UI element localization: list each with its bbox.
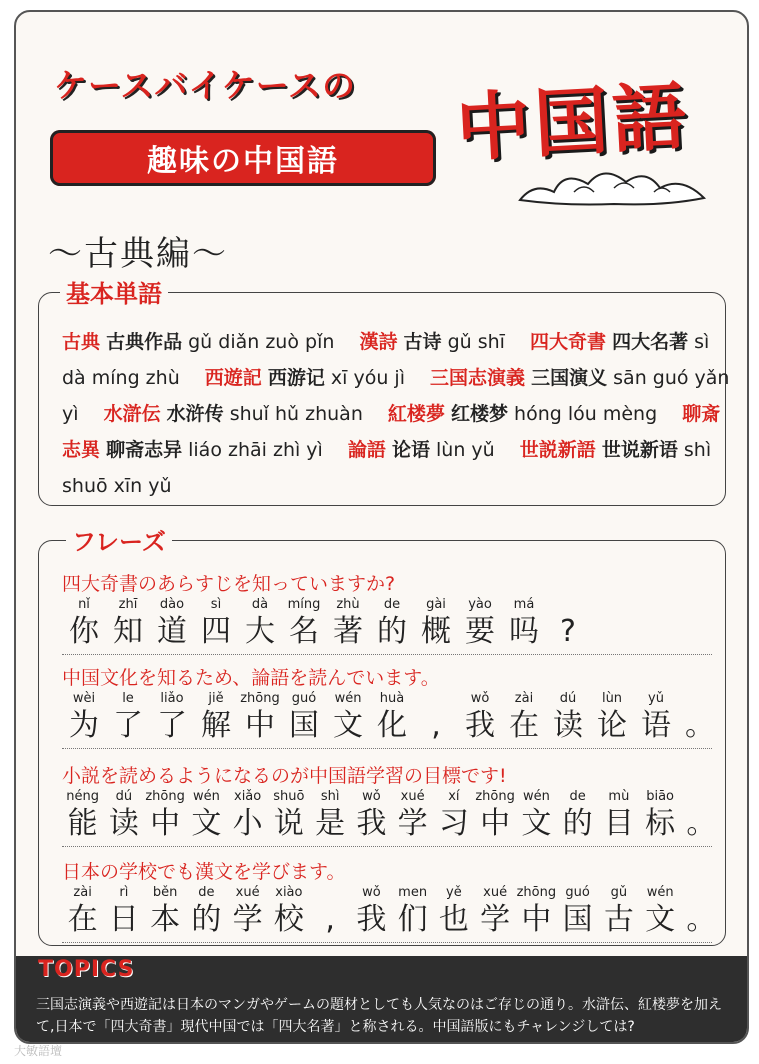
char-hanzi: 知 [113,614,143,649]
vocab-jp: 世説新語 [519,439,596,461]
char-hanzi: 我 [356,902,387,937]
char-hanzi: 学 [232,902,263,937]
vocab-pinyin: shuǐ hǔ zhuàn [229,403,363,425]
char-pinyin [546,596,590,614]
phrase-char [326,690,370,744]
char-pinyin: má [513,597,535,612]
char-pinyin: wǒ [470,691,490,706]
phrase-char [194,596,238,650]
vocab-pinyin: gǔ shī [447,331,505,353]
phrase-char [103,884,144,938]
phrase-char [62,788,103,842]
char-hanzi: 。 [685,708,715,743]
char-pinyin: míng [287,597,321,612]
char-hanzi: 本 [150,902,181,937]
char-pinyin: sì [210,597,222,612]
char-pinyin: dà [251,597,269,612]
vocab-cn: 三国演义 [531,367,608,389]
char-hanzi: 吗 [509,614,539,649]
phrase-char [238,690,282,744]
phrase-char [145,788,186,842]
vocab-item [62,331,334,353]
phrase-char [268,788,309,842]
vocab-cn: 西游记 [267,367,325,389]
phrase-char [458,690,502,744]
vocab-pinyin: hóng lóu mèng [514,403,658,425]
phrase-row [62,690,722,744]
char-pinyin [414,690,458,708]
char-pinyin: de [383,597,401,612]
phrase-char [268,884,309,938]
phrase-char [502,596,546,650]
phrase-char [414,596,458,650]
char-pinyin: guó [565,885,590,900]
phrase-char [282,690,326,744]
char-pinyin: yào [468,597,492,612]
char-hanzi: 标 [645,806,676,841]
char-pinyin: wén [522,789,550,804]
char-hanzi: 了 [157,708,187,743]
char-hanzi: 大 [245,614,275,649]
char-pinyin [678,690,722,708]
vocab-item [388,403,657,425]
series-title: ケースバイケースの [54,66,357,105]
topics-title: TOPICS [38,957,135,982]
vocab-jp: 三国志演義 [430,367,526,389]
phrase-char [433,884,474,938]
vocab-cn: 古诗 [403,331,442,353]
phrase-char [238,596,282,650]
vocab-cn: 聊斋志异 [106,439,183,461]
vocab-item [104,403,363,425]
phrase-char [598,884,639,938]
phrase-char [227,788,268,842]
phrase-char [516,788,557,842]
vocab-cn: 古典作品 [106,331,183,353]
topics-text: 三国志演義や西遊記は日本のマンガやゲームの題材としても人気なのはご存じの通り。水滸伝、紅楼夢を加えて,日本で「四大奇書」現代中国では「四大名著」と称される。中国語版にもチャレンジしては? [36,997,722,1035]
char-pinyin: wén [646,885,674,900]
vocab-jp: 漢詩 [359,331,398,353]
char-pinyin: dú [559,691,577,706]
vocab-cn: 四大名著 [612,331,689,353]
char-pinyin: huà [379,691,405,706]
char-hanzi: 目 [603,806,634,841]
cloud-icon [514,162,714,208]
char-pinyin: shuō [273,789,305,804]
dotted-divider [62,942,712,943]
vocab-pinyin: gǔ diǎn zuò pǐn [188,331,335,353]
phrase-row [62,788,722,842]
subtitle-banner: 趣味の中国語 [50,130,436,186]
phrase-row [62,884,722,938]
char-pinyin: wén [334,691,362,706]
phrase-char [106,596,150,650]
vocab-jp: 西遊記 [204,367,262,389]
char-pinyin: yě [446,885,462,900]
char-pinyin: wǒ [362,885,381,900]
phrase-char [590,690,634,744]
char-hanzi: 。 [686,902,717,937]
char-hanzi: 是 [315,806,346,841]
phrase-char [414,690,458,744]
char-hanzi: 文 [645,902,676,937]
char-hanzi: 文 [333,708,363,743]
char-hanzi: 我 [356,806,387,841]
char-hanzi: 校 [273,902,304,937]
char-hanzi: 小 [232,806,263,841]
vocab-pinyin: lùn yǔ [436,439,495,461]
phrase-char [681,788,722,842]
char-pinyin: zài [514,691,534,706]
lesson-card [14,10,749,1044]
char-hanzi: 中 [245,708,275,743]
phrase-char [392,884,433,938]
vocab-pinyin: liáo zhāi zhì yì [188,439,323,461]
vocab-jp: 論語 [347,439,386,461]
char-pinyin: dào [159,597,185,612]
phrase-block [62,666,722,749]
char-hanzi: 学 [480,902,511,937]
char-pinyin: wèi [72,691,96,706]
char-hanzi: 要 [465,614,495,649]
phrase-char [516,884,557,938]
char-hanzi: 在 [509,708,539,743]
char-pinyin: zài [73,885,92,900]
char-pinyin: xué [483,885,508,900]
phrase-char [150,690,194,744]
phrase-char [62,884,103,938]
char-hanzi: ? [560,614,576,649]
phrase-char [282,596,326,650]
char-pinyin: xí [448,789,460,804]
char-hanzi: 们 [397,902,428,937]
char-pinyin: nǐ [78,597,90,612]
char-pinyin: gǔ [610,885,628,900]
vocab-jp: 水滸伝 [103,403,161,425]
char-pinyin: wǒ [362,789,381,804]
phrase-char [433,788,474,842]
phrase-char [557,788,598,842]
char-hanzi: 我 [465,708,495,743]
phrase-jp: 小説を読めるようになるのが中国語学習の目標です! [62,765,507,787]
char-pinyin: zhōng [475,789,515,804]
char-hanzi: 学 [397,806,428,841]
char-pinyin: zhōng [240,691,280,706]
char-hanzi: 化 [377,708,407,743]
vocab-cn: 红楼梦 [450,403,508,425]
phrase-char [227,884,268,938]
char-hanzi: 著 [333,614,363,649]
char-hanzi: 读 [553,708,583,743]
section-title: 〜古典編〜 [48,234,228,274]
char-pinyin: gài [426,597,446,612]
vocab-cn: 水浒传 [166,403,224,425]
char-hanzi: 的 [562,806,593,841]
char-pinyin: rì [119,885,129,900]
vocab-cn: 世说新语 [601,439,678,461]
phrase-char [392,788,433,842]
phrase-char [370,596,414,650]
phrase-label: フレーズ [66,522,172,557]
phrase-char [194,690,238,744]
vocab-item [205,367,405,389]
char-pinyin: mù [608,789,630,804]
phrase-char [598,788,639,842]
char-pinyin: de [198,885,215,900]
vocab-pinyin: sān guó yǎn yì [62,367,730,425]
char-hanzi: 道 [157,614,187,649]
char-pinyin: jiě [208,691,224,706]
char-pinyin: xiǎo [234,789,262,804]
phrase-char [458,596,502,650]
char-hanzi: 也 [438,902,469,937]
char-hanzi: 名 [289,614,319,649]
char-hanzi: 你 [69,614,99,649]
char-pinyin: yǔ [648,691,664,706]
char-pinyin: xiào [275,885,303,900]
phrase-char [145,884,186,938]
char-hanzi: 解 [201,708,231,743]
dotted-divider [62,846,712,847]
vocab-list [62,324,734,504]
char-hanzi: 四 [201,614,231,649]
phrase-char [502,690,546,744]
char-hanzi: 习 [438,806,469,841]
char-pinyin: zhù [336,597,360,612]
char-pinyin: néng [66,789,99,804]
char-pinyin: dú [115,789,133,804]
phrase-char [62,690,106,744]
phrase-char [475,788,516,842]
char-hanzi: 的 [377,614,407,649]
char-hanzi: 中 [150,806,181,841]
vocab-label: 基本単語 [60,274,168,309]
char-hanzi: 。 [686,806,717,841]
char-hanzi: 中 [521,902,552,937]
big-title: 中国語 [454,73,693,173]
phrase-char [326,596,370,650]
phrase-char [62,596,106,650]
phrase-row [62,596,722,650]
phrase-char [351,884,392,938]
char-hanzi: 能 [67,806,98,841]
dotted-divider [62,654,712,655]
char-hanzi: 中 [480,806,511,841]
vocab-cn: 论语 [391,439,430,461]
phrase-char [186,788,227,842]
char-pinyin [681,884,722,902]
char-pinyin [310,884,351,902]
char-pinyin: le [122,691,134,706]
char-hanzi: 日 [108,902,139,937]
vocab-jp: 四大奇書 [530,331,607,353]
phrase-jp: 中国文化を知るため、論語を読んでいます。 [62,667,440,689]
char-hanzi: 的 [191,902,222,937]
char-pinyin: biāo [646,789,675,804]
char-hanzi: 文 [521,806,552,841]
vocab-pinyin: sì dà míng zhù [62,331,710,389]
phrase-char [150,596,194,650]
char-hanzi: , [431,708,441,743]
vocab-pinyin: xī yóu jì [330,367,405,389]
char-hanzi: 在 [67,902,98,937]
char-hanzi: , [325,902,335,937]
char-hanzi: 为 [69,708,99,743]
phrase-block [62,764,722,847]
vocab-item [348,439,495,461]
phrase-char [186,884,227,938]
char-pinyin: běn [152,885,178,900]
vocab-jp: 聊斎志異 [62,403,721,461]
char-pinyin: zhī [118,597,138,612]
phrase-block [62,572,722,655]
char-hanzi: 概 [421,614,451,649]
char-pinyin: xué [235,885,260,900]
char-hanzi: 国 [289,708,319,743]
char-pinyin: zhōng [145,789,185,804]
char-pinyin: liǎo [160,691,184,706]
char-hanzi: 了 [113,708,143,743]
phrase-char [546,690,590,744]
char-hanzi: 读 [108,806,139,841]
phrase-char [546,596,590,650]
char-hanzi: 说 [273,806,304,841]
vocab-item [359,331,505,353]
char-hanzi: 文 [191,806,222,841]
phrase-char [103,788,144,842]
char-hanzi: 古 [603,902,634,937]
char-pinyin: guó [291,691,317,706]
char-pinyin: shì [320,789,340,804]
phrase-char [640,884,681,938]
char-pinyin: xué [400,789,425,804]
char-pinyin: lùn [601,691,623,706]
char-hanzi: 论 [597,708,627,743]
phrase-jp: 日本の学校でも漢文を学びます。 [62,861,346,883]
dotted-divider [62,748,712,749]
phrase-char [310,884,351,938]
vocab-pinyin: shì shuō xīn yǔ [62,439,712,497]
phrase-char [640,788,681,842]
phrase-char [106,690,150,744]
phrase-char [557,884,598,938]
phrase-char [475,884,516,938]
char-pinyin: zhōng [516,885,557,900]
vocab-jp: 紅楼夢 [387,403,445,425]
phrase-jp: 四大奇書のあらすじを知っていますか? [62,573,396,595]
watermark: 大敏語壇 [14,1044,63,1058]
phrase-char [634,690,678,744]
char-hanzi: 语 [641,708,671,743]
char-pinyin: de [569,789,586,804]
phrase-char [678,690,722,744]
char-pinyin [681,788,722,806]
char-pinyin: wén [192,789,220,804]
phrase-char [370,690,414,744]
phrase-char [310,788,351,842]
phrase-char [351,788,392,842]
phrase-block [62,860,722,943]
phrase-char [681,884,722,938]
char-hanzi: 国 [562,902,593,937]
char-pinyin: men [398,885,428,900]
vocab-jp: 古典 [62,331,101,353]
